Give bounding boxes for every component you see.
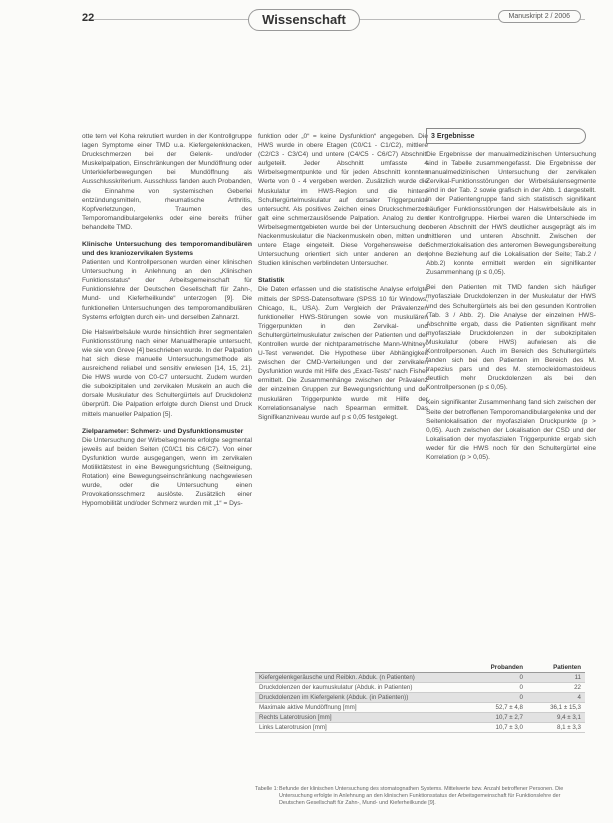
table-row	[255, 673, 585, 683]
subheading: Zielparameter: Schmerz- und Dysfunktionsmuster	[82, 427, 244, 435]
paragraph: funktion oder „0“ = keine Dysfunktion“ angegeben. Die HWS wurde in obere Etagen (C0/C1 - C1/C2), mittlere (C2/C3 - C3/C4) und untere (C4/C5 - C6/C7) Abschnitt aufgeteilt. Jeder Abschnitt umfasste 4 Wirbelsegmentpunkte und für jeden Abschnitt konnten Werte von 0 - 4 vergeben werden. Zusätzlich wurde die Muskulatur im HWS-Region und die hintere Schultergürtelmuskulatur auf dorsaler Triggerpunkte untersucht. Als positives Zeichen eines Druckschmerzes galt eine schmerzauslösende Palpation. Analog zu den Wirbelsegmentgebieten wurde bei der Untersuchung der Nackenmuskulatur die Nackenmuskeln oben, mitten und untere Etage eingeteilt. Diese Vorgehensweise der Untersuchung orientiert sich unter anderen an den Studien klinischen verblindeten Untersucher.	[258, 133, 428, 268]
paragraph: Kein signifikanter Zusammenhang fand sich zwischen der Seite der betroffenen Temporomandibulargelenke und der Seitenlokalisation der myofaszialen Druckpunkte (p > 0,05). Auch zwischen der Lokalisation der CSD und der Lokalisation der myofaszialen Triggerpunkte ergab sich weder für die HWS noch für den Schultergürtel eine Korrelation (p > 0,05).	[426, 399, 596, 461]
table-cell: 36,1 ± 15,3	[527, 703, 585, 713]
table-cell: 0	[469, 693, 527, 703]
subheading: Statistik	[258, 277, 285, 285]
table-cell: Kiefergelenkgeräusche und Reibkn. Abduk. (n Patienten)	[255, 673, 469, 683]
section-header: Wissenschaft	[248, 9, 360, 31]
table-cell: 8,1 ± 3,3	[527, 723, 585, 733]
table-cell: 4	[527, 693, 585, 703]
table-header-cell: Patienten	[527, 663, 585, 673]
page-number: 22	[82, 12, 95, 24]
paragraph: Die Daten erfassen und die statistische Analyse erfolgte mittels der SPSS-Datensoftware (SPSS 10 für Windows, Chicago, IL, USA). Zum Vergleich der Prävalenzen funktioneller HWS-Störungen sowie von muskulären Triggerpunkten in den Zervikal- und Schultergürtelmuskulatur zwischen der Patienten und der Kontrollen wurde der nichtparametrische Mann-Whitney-U-Test verwendet. Die Hypothese über Abhängigkeit zwischen der CMD-Verteilungen und der zervikalen Dysfunktion wurde mit Hilfe des „Exact-Tests“ nach Fisher ermittelt. Die Zusammenhänge zwischen der Prävalenz der einzelnen Gruppen zur Bewegungsrichtung und der muskulären Triggerpunkte wurde mit Hilfe der Korrelationsanalyse nach Spearman ermittelt. Das Signifikanzniveau wurde auf p ≤ 0,05 festgelegt.	[258, 286, 428, 421]
paragraph: Die Halswirbelsäule wurde hinsichtlich ihrer segmentalen Funktionsstörung nach einer Manualtherapie untersucht, wie sie von Greve [4] beschrieben wurde. In der Palpation hat sich diese manuelle Untersuchungsmethode als ausreichend reliabel und sensitiv erwiesen [14, 15, 21]. Die HWS wurde von C0-C7 untersucht. Zudem wurden die subokzipitalen und zervikalen Muskeln an auch die dorsale Muskulatur des Schultergürtels auf Druckdolenz überprüft. Die Palpation erfolgte durch Dienst und Druck mittels manueller Palpation [5].	[82, 328, 252, 418]
paragraph: Bei den Patienten mit TMD fanden sich häufiger myofasziale Druckdolenzen in der Muskulatur der HWS und des Schultergürtels als bei den gesunden Kontrollen (Tab. 3 / Abb. 2). Die Analyse der einzelnen HWS-Abschnitte ergab, dass die Patienten signifikant mehr myofasziale Druckdolenzen in der subokzipitalen Muskulatur (obere HWS) aufwiesen als die Kontrollpersonen. Auch im Bereich des Schultergürtels fanden sich bei den Patienten im Bereich des M. trapezius pars und des M. sternocleidomastoideus deutlich mehr Druckdolenzen als bei den Kontrollpersonen (p ≤ 0,05).	[426, 284, 596, 392]
table-cell: 0	[469, 683, 527, 693]
table-header-cell: Probanden	[469, 663, 527, 673]
paragraph: Patienten und Kontrollpersonen wurden einer klinischen Untersuchung in Anlehnung an den „Klinischen Funktionsstatus“ der Arbeitsgemeinschaft für Funktionslehre der Deutschen Gesellschaft für Zahn-, Mund- und Kieferheilkunde“ unterzogen [9]. Die funktionellen Untersuchungen des temporomandibulären Systems erfolgten durch ein- und derselben Zahnarzt.	[82, 259, 252, 321]
journal-reference: Manuskript 2 / 2006	[498, 10, 581, 23]
paragraph: otte tern vel Koha rekrutiert wurden in der Kontrollgruppe lagen Symptome einer TMD u.a. Kiefergelenkknacken, Druckschmerzen bei der Gelenk- und/oder Muskelpalpation, Einschränkungen der Mundöffnung oder Unterkieferbewegungen bei Mundöffnung als Ausschlusskriterium. Ausschluss fanden auch Probanden, die Einnahme von systemischen Geberlei entzündungsmitteln, rheumatische Arthritis, Kopfverletzungen, Traumen des Temporomandibulargelenks oder eine bereits früher behandelte TMD.	[82, 133, 252, 231]
table-row	[255, 703, 585, 713]
paragraph: Die Ergebnisse der manualmedizinischen Untersuchung sind in Tabelle zusammengefasst. Die Ergebnisse der manualmedizinischen Untersuchung der zervikalen Zervikal-Funktionsstörungen der Wirbelsäulensegmente sind in der Tab. 2 sowie grafisch in der Abb. 1 dargestellt. In der Patientengruppe fand sich statistisch signifikant häufiger Funktionsstörungen der Halswirbelsäule als in der Kontrollgruppe. Hierbei waren die Unterschiede im oberen Abschnitt der HWS deutlicher ausgeprägt als im mittleren und unteren Abschnitt. Zwischen der Schmerzlokalisation des anteromen Bewegungsbereitung (ohne Beziehung auf die Lokalisation der Seite; Tab.2 / Abb.2) konnte ermittelt werden ein signifikanter Zusammenhang (p ≤ 0,05).	[426, 151, 596, 277]
table-header-cell	[255, 663, 469, 673]
column-right	[426, 150, 596, 468]
table-cell: 0	[469, 673, 527, 683]
table-header-row	[255, 663, 585, 673]
findings-table	[255, 663, 585, 733]
table-cell: 52,7 ± 4,8	[469, 703, 527, 713]
table-cell: 10,7 ± 2,7	[469, 713, 527, 723]
table-row	[255, 713, 585, 723]
table-row	[255, 693, 585, 703]
table-cell: Druckdolenzen im Kiefergelenk (Abduk. (in Patienten))	[255, 693, 469, 703]
results-section-title: 3 Ergebnisse	[426, 128, 586, 144]
table-cell: Druckdolenzen der kaumuskulatur (Abduk. in Patienten)	[255, 683, 469, 693]
table-row	[255, 683, 585, 693]
table-cell: 10,7 ± 3,0	[469, 723, 527, 733]
caption-label: Tabelle 1:	[255, 786, 279, 792]
column-left	[82, 132, 252, 514]
subheading: Klinische Untersuchung des temporomandibulären und des kraniozervikalen Systems	[82, 241, 252, 258]
table-row	[255, 723, 585, 733]
table-cell: 11	[527, 673, 585, 683]
table-cell: Links Laterotrusion [mm]	[255, 723, 469, 733]
caption-text: Befunde der klinischen Untersuchung des stomatognathen Systems. Mittelwerte bzw. Anzahl betroffener Personen. Die Untersuchung erfolgte in Anlehnung an den klinischen Funktionsstatus der Arbeitsgemeinschaft für Funktionslehre der Deutschen Gesellschaft für Zahn-, Mund- und Kieferheilkunde [9].	[279, 786, 564, 806]
table-cell: 22	[527, 683, 585, 693]
table-caption	[255, 786, 585, 807]
table-cell: Maximale aktive Mundöffnung [mm]	[255, 703, 469, 713]
table-cell: Rechts Laterotrusion [mm]	[255, 713, 469, 723]
table-cell: 9,4 ± 3,1	[527, 713, 585, 723]
column-middle	[258, 132, 428, 428]
paragraph: Die Untersuchung der Wirbelsegmente erfolgte segmental jeweils auf beiden Seiten (C0/C1 bis C6/C7). Von einer Dysfunktion wurde ausgegangen, wenn im zervikalen Motiliktätstest in eine Bewegungsrichtung (Seitneigung, Rotation) eine Bewegungseinschränkung nachgewiesen wurde, oder die Untersuchung einen Provokationsschmerz auslöste. Zusätzlich einer Hypomobilität und/oder Schmerz wurden mit „1“ = Dys-	[82, 436, 252, 508]
